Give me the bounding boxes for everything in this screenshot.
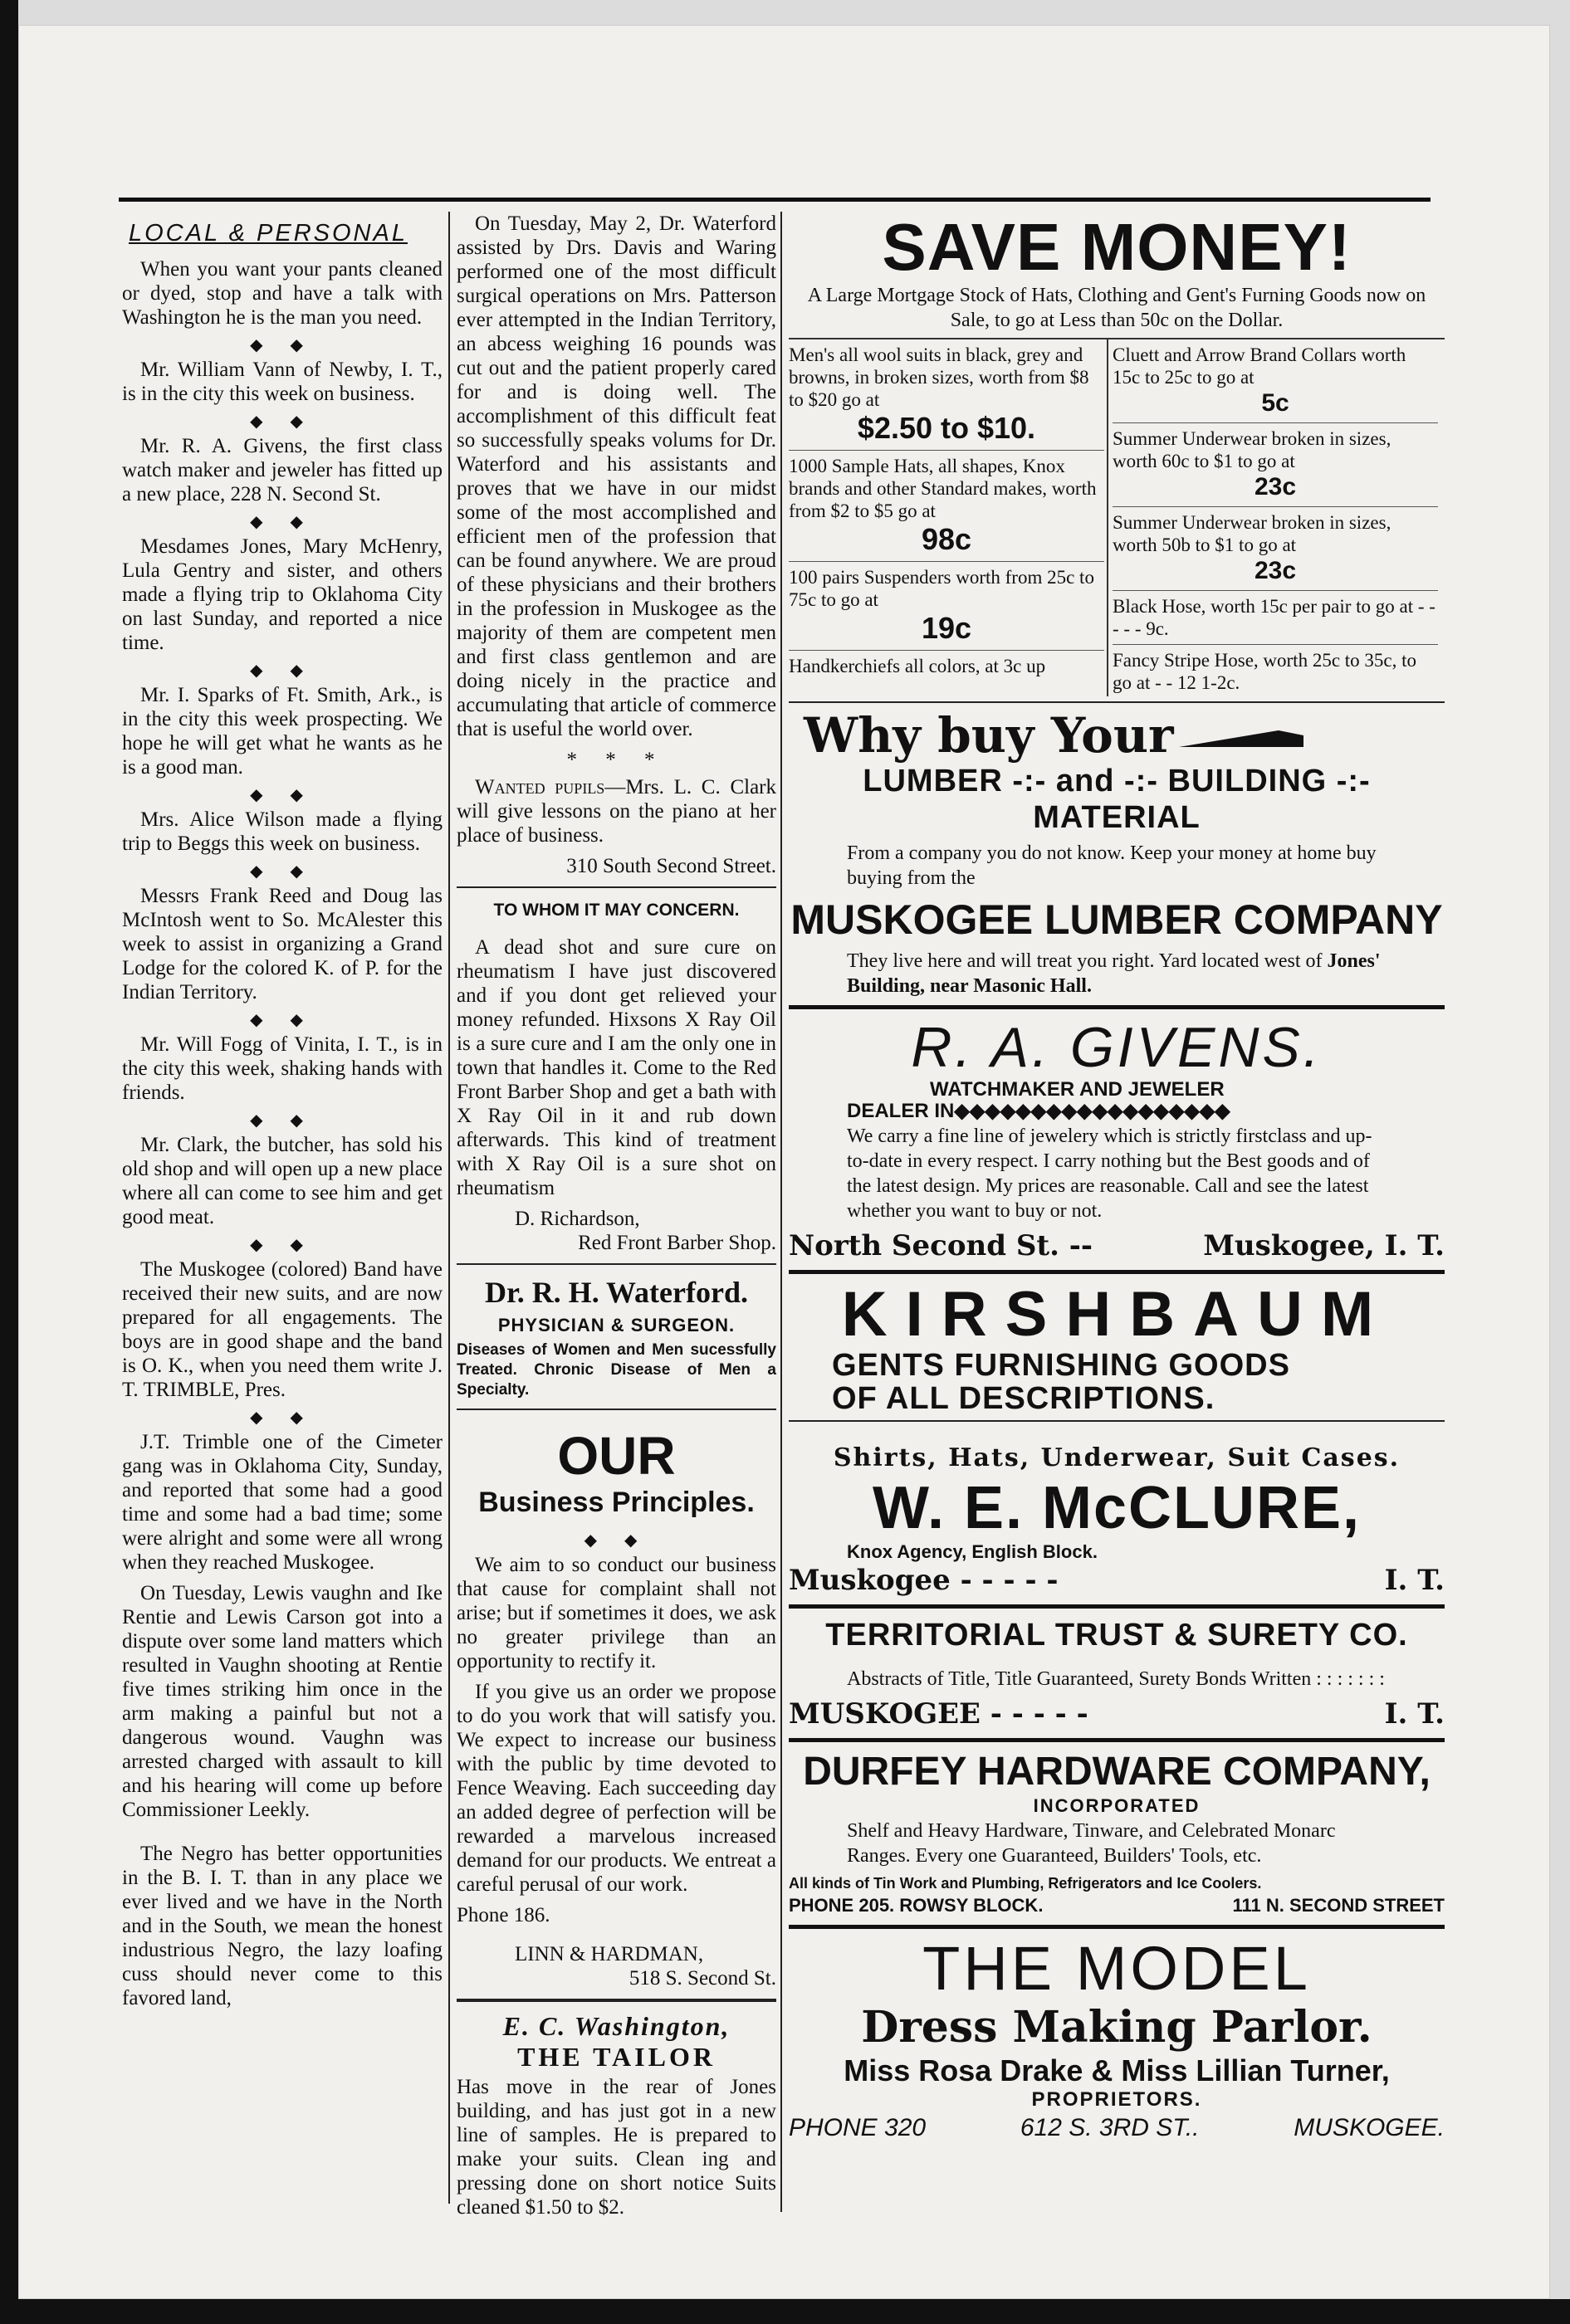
mcclure-territory: I. T. [1384, 1564, 1445, 1597]
our-heading: OUR [557, 1426, 676, 1486]
sale-item-text: Summer Underwear broken in sizes, worth 50b to $1 to go at [1113, 512, 1391, 555]
principles-text-1: We aim to so conduct our business that cause for complaint shall not arise; but if sometimes it does, we ask no greater privilege than an opportunity to rectify it. [457, 1554, 776, 1672]
column-divider-1 [448, 212, 450, 2204]
waterford-title: PHYSICIAN & SURGEON. [497, 1315, 736, 1335]
why-buy-heading: Why buy Your [804, 707, 1174, 764]
sale-item-text: Black Hose, worth 15c per pair to go at - - - - - 9c. [1113, 596, 1435, 639]
sale-item [789, 562, 1104, 651]
sale-item-text: Cluett and Arrow Brand Collars worth 15c to 25c to go at [1113, 344, 1406, 388]
page-edge [0, 0, 18, 2324]
model-contact [789, 2112, 1445, 2145]
durfey-contact [789, 1893, 1445, 1918]
principles-phone: Phone 186. [457, 1904, 550, 1926]
mcclure-name: W. E. McCLURE, [872, 1475, 1362, 1541]
givens-street: North Second St. -- [789, 1229, 1093, 1262]
news-item: Mr. I. Sparks of Ft. Smith, Ark., is in the city this week prospecting. We hope he will get what he wants as he is a good man. [122, 684, 443, 779]
news-item: Mesdames Jones, Mary McHenry, Lula Gentry and sister, and others made a flying trip to Oklahoma City on last Sunday, and reported a nice time. [122, 535, 443, 654]
why-buy-row [789, 708, 1445, 763]
waterford-text: Diseases of Women and Men sucessfully Treated. Chronic Disease of Men a Specialty. [457, 1341, 776, 1399]
sale-item [1113, 423, 1438, 507]
durfey-address: 111 N. SECOND STREET [1232, 1895, 1445, 1916]
model-phone: PHONE 320 [789, 2114, 927, 2141]
diamond-separator: ◆ ◆ [250, 862, 315, 881]
local-personal-column [122, 212, 443, 2017]
kirshbaum-name: KIRSHBAUM [841, 1279, 1392, 1350]
territorial-trust-name: TERRITORIAL TRUST & SURETY CO. [825, 1618, 1408, 1653]
divider [789, 701, 1445, 703]
sale-item-price: 23c [1254, 557, 1297, 584]
wanted-label: Wanted pupils [475, 776, 605, 798]
top-rule [119, 198, 1431, 202]
news-item: When you want your pants cleaned or dyed, stop and have a talk with Washington he is the man you need. [122, 258, 443, 329]
diamond-separator: ◆ ◆ [250, 413, 315, 431]
surgery-article: On Tuesday, May 2, Dr. Waterford assisted by Drs. Davis and Waring performed one of the most difficult surgical operations on Mrs. Patterson ever attempted in the Indian Territory, an abcess weighing 16 pounds was cut out and the patient properly cared for and is doing well. The accomplishment of this difficult feat so successfully speaks volums for Dr. Waterford and his assistants and proves that we have in our midst some of the most accomplished and efficient men of the profession that can be found anywhere. We are proud of these physicians and their brothers in the profession in Muskogee as the majority of them are competent men and first class gentlemon and are doing nicely in the practice and accumulating that article of commerce that is useful the world over. [457, 212, 776, 740]
lumber-text: From a company you do not know. Keep your money at home buy buying from the [847, 842, 1377, 889]
wanted-pupils-notice [457, 775, 776, 847]
sale-item [789, 339, 1104, 451]
news-item: Messrs Frank Reed and Doug las McIntosh went to So. McAlester this week to assist in organizing a Grand Lodge for the colored K. of P. for the Indian Territory. [122, 885, 443, 1003]
sale-item [789, 651, 1104, 681]
mcclure-goods: Shirts, Hats, Underwear, Suit Cases. [833, 1443, 1401, 1472]
concern-heading: TO WHOM IT MAY CONCERN. [493, 901, 740, 920]
principles-address: 518 S. Second St. [628, 1967, 776, 1990]
diamond-separator: ◆ ◆ [250, 1236, 315, 1254]
divider [789, 1005, 1445, 1009]
sale-left-column [789, 339, 1104, 681]
news-item: J.T. Trimble one of the Cimeter gang was in Oklahoma City, Sunday, and reported that some had a good time and some had a bad time; some were alright and some were all wrong when they reached Muskogee. [122, 1431, 443, 1574]
tailor-heading: THE TAILOR [517, 2042, 716, 2072]
news-item: Mr. Clark, the butcher, has sold his old shop and will open up a new place where all can come to see him and get good meat. [122, 1134, 443, 1228]
divider [457, 1409, 776, 1410]
sale-item-price: 23c [1254, 473, 1297, 500]
principles-text-2: If you give us an order we propose to do you work that will satisfy you. We expect to increase our business with the public by time devoted to Fence Weaving. Each succeeding day an added degree of perfection will be rewarded a marvelous increased demand for our products. We entreat a careful perusal of our work. [457, 1681, 776, 1896]
diamond-separator: ◆ ◆ [250, 513, 315, 531]
second-column [457, 212, 776, 2226]
save-money-heading: SAVE MONEY! [882, 210, 1352, 284]
lumber-location-bold: Jones' Building, near Masonic Hall. [847, 950, 1381, 997]
proprietors-label: PROPRIETORS. [1031, 2088, 1202, 2111]
divider [457, 1263, 776, 1265]
model-heading: THE MODEL [922, 1934, 1311, 2003]
mcclure-agency: Knox Agency, English Block. [847, 1541, 1098, 1562]
concern-shop: Red Front Barber Shop. [578, 1232, 776, 1254]
durfey-small: All kinds of Tin Work and Plumbing, Refrigerators and Ice Coolers. [789, 1875, 1262, 1892]
principles-signature: LINN & HARDMAN, [515, 1943, 704, 1965]
sale-item-price: 19c [921, 611, 972, 645]
diamond-separator: ◆ ◆ [584, 1531, 649, 1550]
advertisements-column [789, 212, 1445, 2145]
lumber-location [847, 949, 1387, 998]
sale-item [1113, 591, 1438, 645]
concern-text: A dead shot and sure cure on rheumatism I have just discovered and if you dont get relieved your money refunded. Hixsons X Ray Oil is a sure cure and I am the only one in town that handles it. Come to the Red Front Barber Shop and get a bath with X Ray Oil in it and rub down afterwards. This kind of treatment with X Ray Oil is a sure shot on rheumatism [457, 936, 776, 1199]
dress-making-heading: Dress Making Parlor. [861, 2002, 1372, 2053]
column-heading: LOCAL & PERSONAL [129, 220, 408, 247]
lumber-location-text: They live here and will treat you right. Yard located west of [847, 950, 1323, 972]
divider [789, 1270, 1445, 1274]
territorial-address [789, 1697, 1445, 1731]
sale-item-price: 98c [921, 522, 972, 556]
diamond-separator: ◆ ◆ [250, 1111, 315, 1130]
givens-city: Muskogee, I. T. [1203, 1229, 1445, 1262]
news-item: Mr. R. A. Givens, the first class watch maker and jeweler has fitted up a new place, 228 N. Second St. [122, 435, 443, 505]
sale-price-grid [789, 338, 1445, 696]
divider [789, 1738, 1445, 1742]
star-separator: * * * [566, 749, 667, 771]
kirshbaum-sub-1: GENTS FURNISHING GOODS [832, 1348, 1290, 1383]
mcclure-address [789, 1563, 1445, 1598]
proprietors-names: Miss Rosa Drake & Miss Lillian Turner, [844, 2053, 1390, 2087]
durfey-phone: PHONE 205. ROWSY BLOCK. [789, 1895, 1044, 1916]
news-item: Mrs. Alice Wilson made a flying trip to Beggs this week on business. [122, 808, 443, 855]
sale-item [1113, 339, 1438, 423]
business-principles-heading: Business Principles. [478, 1487, 755, 1518]
diamond-separator: ◆ ◆ [250, 336, 315, 354]
column-divider-2 [780, 212, 782, 2212]
model-address: 612 S. 3RD ST.. [1020, 2114, 1200, 2141]
tailor-text: Has move in the rear of Jones building, and has just got in a new line of samples. He is prepared to make your suits. Clean ing and pressing done on short notice Suits cleaned $1.50 to $2. [457, 2076, 776, 2219]
diamond-separator: ◆ ◆ [250, 1011, 315, 1029]
durfey-text: Shelf and Heavy Hardware, Tinware, and Celebrated Monarc Ranges. Every one Guaranteed, Builders' Tools, etc. [847, 1820, 1336, 1867]
durfey-name: DURFEY HARDWARE COMPANY, [803, 1750, 1431, 1794]
givens-text: We carry a fine line of jewelery which is strictly firstclass and up-to-date in every respect. I carry nothing but the Best goods and of the latest design. My prices are reasonable. Call and see the latest whether you want to buy or not. [847, 1125, 1372, 1222]
wanted-address: 310 South Second Street. [566, 855, 776, 877]
news-item: The Muskogee (colored) Band have received their new suits, and are now prepared for all engagements. The boys are in good shape and the band is O. K., when you need them write J. T. TRIMBLE, Pres. [122, 1258, 443, 1401]
sale-item-text: Handkerchiefs all colors, at 3c up [789, 656, 1046, 676]
grid-divider [1107, 339, 1108, 696]
sale-item-text: 100 pairs Suspenders worth from 25c to 75c to go at [789, 567, 1094, 610]
tailor-name: E. C. Washington, [502, 2011, 731, 2041]
lumber-heading: LUMBER -:- and -:- BUILDING -:- MATERIAL [863, 764, 1371, 835]
territorial-city: MUSKOGEE - - - - - [789, 1697, 1088, 1731]
sale-item-price: $2.50 to $10. [857, 411, 1036, 445]
sale-item-text: Men's all wool suits in black, grey and browns, in broken sizes, worth from $8 to $20 go at [789, 344, 1089, 410]
news-item: Mr. Will Fogg of Vinita, I. T., is in the city this week, shaking hands with friends. [122, 1033, 443, 1104]
sale-item-text: Summer Underwear broken in sizes, worth 60c to $1 to go at [1113, 428, 1391, 471]
territorial-territory: I. T. [1384, 1697, 1445, 1731]
divider [789, 1420, 1445, 1422]
model-city: MUSKOGEE. [1294, 2114, 1445, 2141]
sale-right-column [1113, 339, 1438, 698]
divider [457, 1999, 776, 2002]
news-item: Mr. William Vann of Newby, I. T., is in the city this week on business. [122, 359, 443, 405]
diamond-separator: ◆ ◆ [250, 662, 315, 680]
givens-dealer: DEALER IN◆◆◆◆◆◆◆◆◆◆◆◆◆◆◆◆◆◆ [847, 1100, 1230, 1122]
sale-item-price: 5c [1261, 389, 1289, 417]
saw-blade-icon [1179, 719, 1303, 752]
sale-item-text: Fancy Stripe Hose, worth 25c to 35c, to go at - - 12 1-2c. [1113, 650, 1417, 693]
givens-name: R. A. GIVENS. [911, 1016, 1323, 1079]
kirshbaum-sub-2: OF ALL DESCRIPTIONS. [832, 1381, 1215, 1416]
divider [789, 1604, 1445, 1609]
wanted-text: —Mrs. L. C. Clark will give lessons on the piano at her place of business. [457, 776, 776, 847]
diamond-separator: ◆ ◆ [250, 786, 315, 804]
givens-address [789, 1228, 1445, 1263]
sale-item-text: 1000 Sample Hats, all shapes, Knox brands and other Standard makes, worth from $2 to $5 go at [789, 456, 1097, 521]
lumber-company-name: MUSKOGEE LUMBER COMPANY [790, 896, 1443, 943]
givens-title: WATCHMAKER AND JEWELER [930, 1078, 1225, 1101]
sale-item [1113, 507, 1438, 591]
divider [789, 1925, 1445, 1929]
territorial-text: Abstracts of Title, Title Guaranteed, Surety Bonds Written : : : : : : : [847, 1668, 1385, 1690]
news-item: The Negro has better opportunities in the B. I. T. than in any place we ever lived and we have in the North and in the South, we mean the honest industrious Negro, the lazy loafing cuss should never come to this favored land, [122, 1843, 443, 2009]
concern-signature: D. Richardson, [515, 1208, 640, 1230]
sale-item [1113, 645, 1438, 698]
diamond-separator: ◆ ◆ [250, 1409, 315, 1427]
sale-item [789, 451, 1104, 562]
page-bottom-edge [0, 2299, 1570, 2324]
mcclure-city: Muskogee - - - - - [789, 1564, 1059, 1597]
waterford-name: Dr. R. H. Waterford. [485, 1276, 748, 1309]
news-item: On Tuesday, Lewis vaughn and Ike Rentie and Lewis Carson got into a dispute over some land matters which resulted in Vaughn shooting at Rentie five times striking him once in the arm making a painful but not a dangerous wound. Vaughn was arrested charged with assault to kill and his hearing will come up before Commissioner Leekly. [122, 1582, 443, 1821]
save-money-subheading: A Large Mortgage Stock of Hats, Clothing and Gent's Furning Goods now on Sale, to go at Less than 50c on the Dollar. [807, 285, 1426, 331]
durfey-incorporated: INCORPORATED [1033, 1795, 1201, 1816]
divider [457, 886, 776, 888]
